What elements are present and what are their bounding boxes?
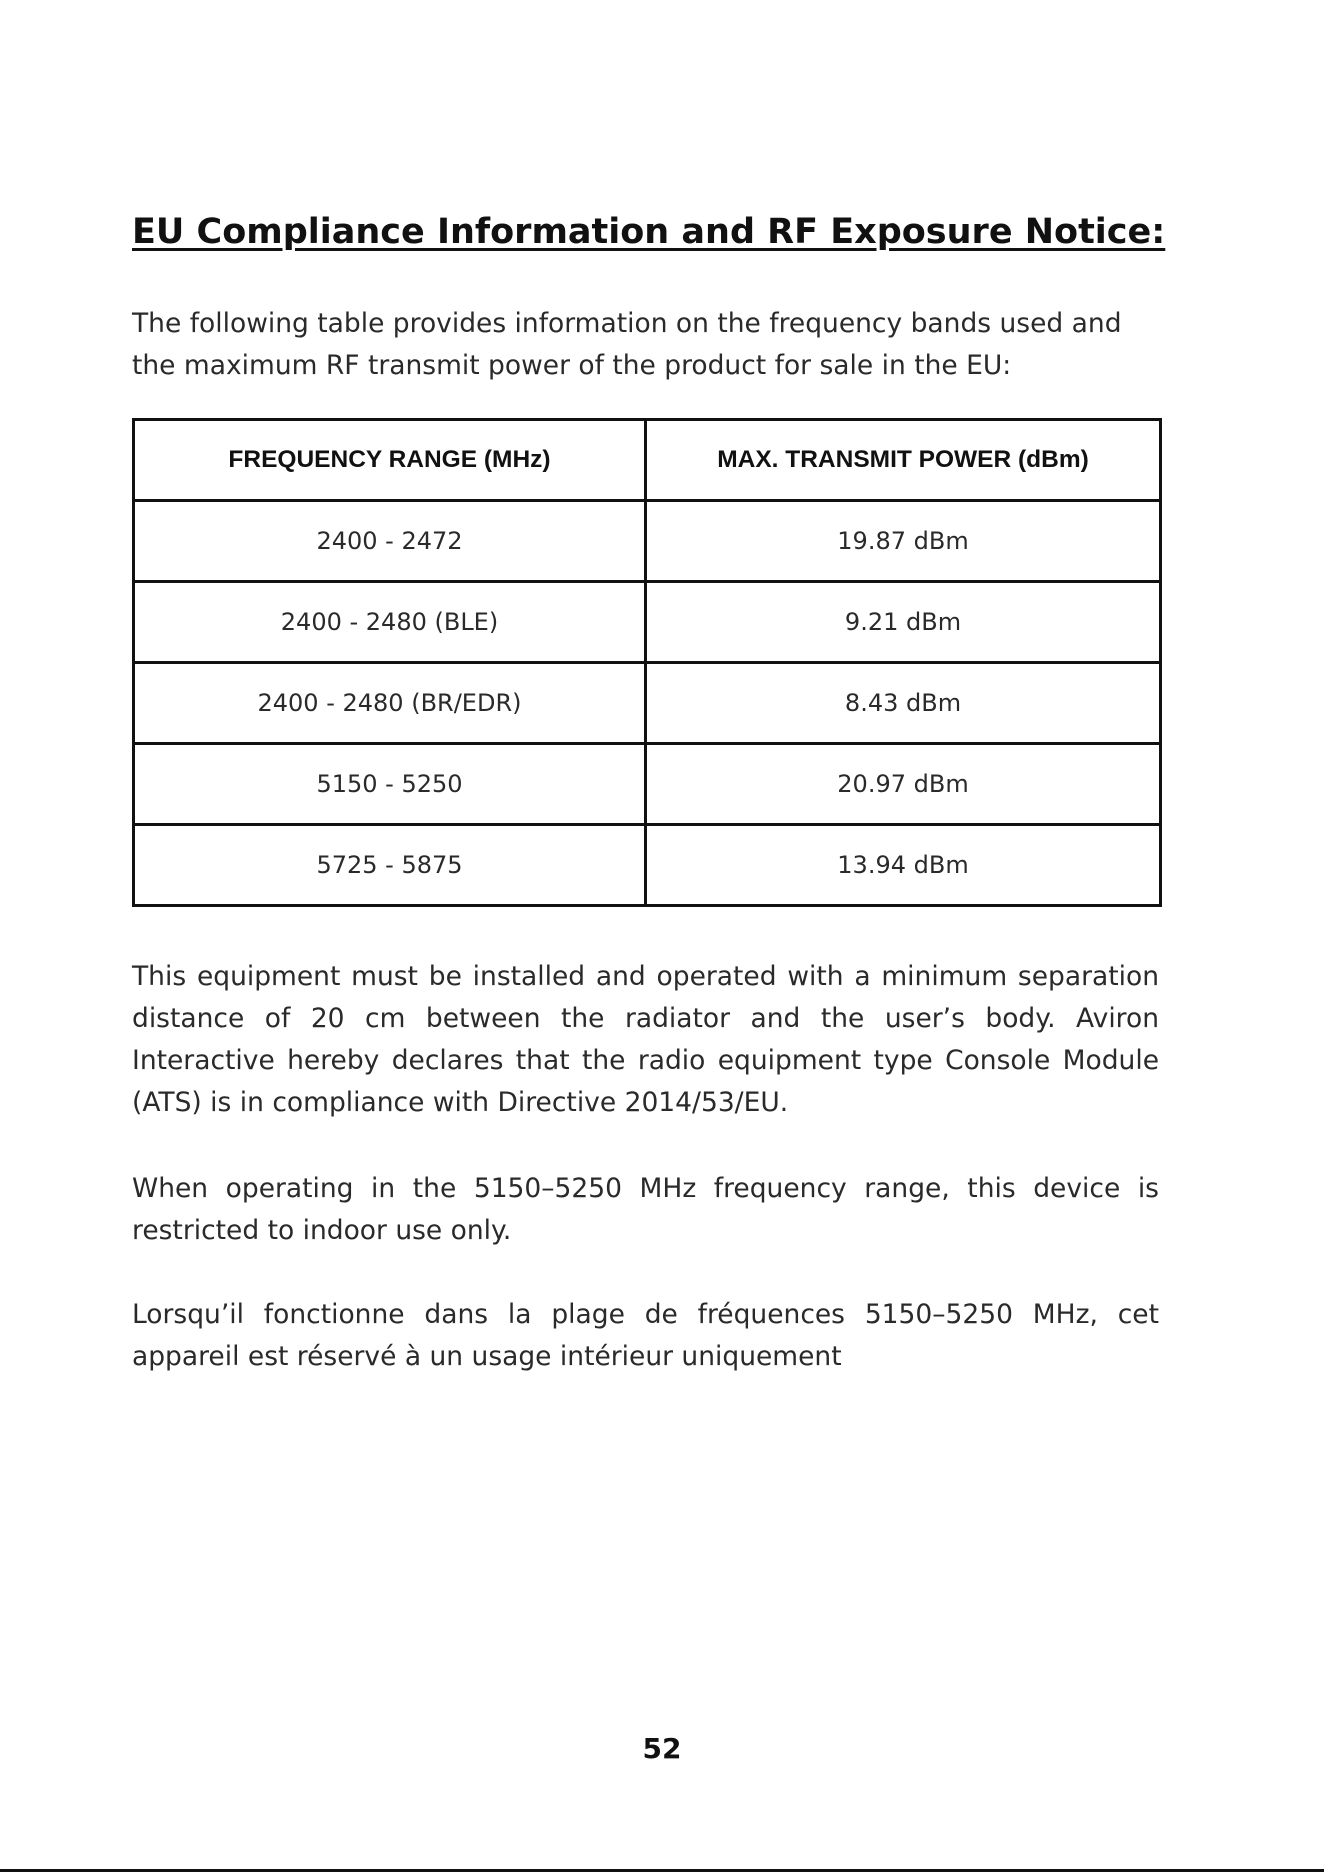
separation-distance-paragraph: This equipment must be installed and operated with a minimum separation distance of 20 cm between the radiator and the user’s body. Aviron Interactive hereby declares that the radio equipment type Console Module (ATS) is in compliance with Directive 2014/53/EU. (132, 961, 1159, 1118)
table-row (134, 663, 1161, 744)
frequency-power-table (132, 418, 1162, 907)
transmit-power-cell: 20.97 dBm (646, 744, 1161, 825)
transmit-power-cell: 19.87 dBm (646, 501, 1161, 582)
transmit-power-cell: 9.21 dBm (646, 582, 1161, 663)
frequency-range-cell: 2400 - 2480 (BLE) (134, 582, 646, 663)
indoor-use-paragraph-french: Lorsqu’il fonctionne dans la plage de fréquences 5150–5250 MHz, cet appareil est réservé à un usage intérieur uniquement (132, 1299, 1159, 1372)
intro-paragraph: The following table provides information on the frequency bands used and the maximum RF transmit power of the product for sale in the EU: (132, 308, 1122, 381)
frequency-range-cell: 5725 - 5875 (134, 825, 646, 906)
frequency-range-header: FREQUENCY RANGE (MHz) (134, 420, 646, 501)
frequency-range-cell: 2400 - 2480 (BR/EDR) (134, 663, 646, 744)
table-row (134, 744, 1161, 825)
indoor-use-paragraph: When operating in the 5150–5250 MHz frequency range, this device is restricted to indoor use only. (132, 1173, 1159, 1246)
table-row (134, 501, 1161, 582)
transmit-power-cell: 8.43 dBm (646, 663, 1161, 744)
transmit-power-cell: 13.94 dBm (646, 825, 1161, 906)
max-transmit-power-header: MAX. TRANSMIT POWER (dBm) (646, 420, 1161, 501)
frequency-range-cell: 2400 - 2472 (134, 501, 646, 582)
table-row (134, 582, 1161, 663)
table-header-row (134, 420, 1161, 501)
frequency-range-cell: 5150 - 5250 (134, 744, 646, 825)
table-row (134, 825, 1161, 906)
page-title: EU Compliance Information and RF Exposure Notice: (132, 212, 1166, 252)
page-number: 52 (642, 1732, 682, 1765)
